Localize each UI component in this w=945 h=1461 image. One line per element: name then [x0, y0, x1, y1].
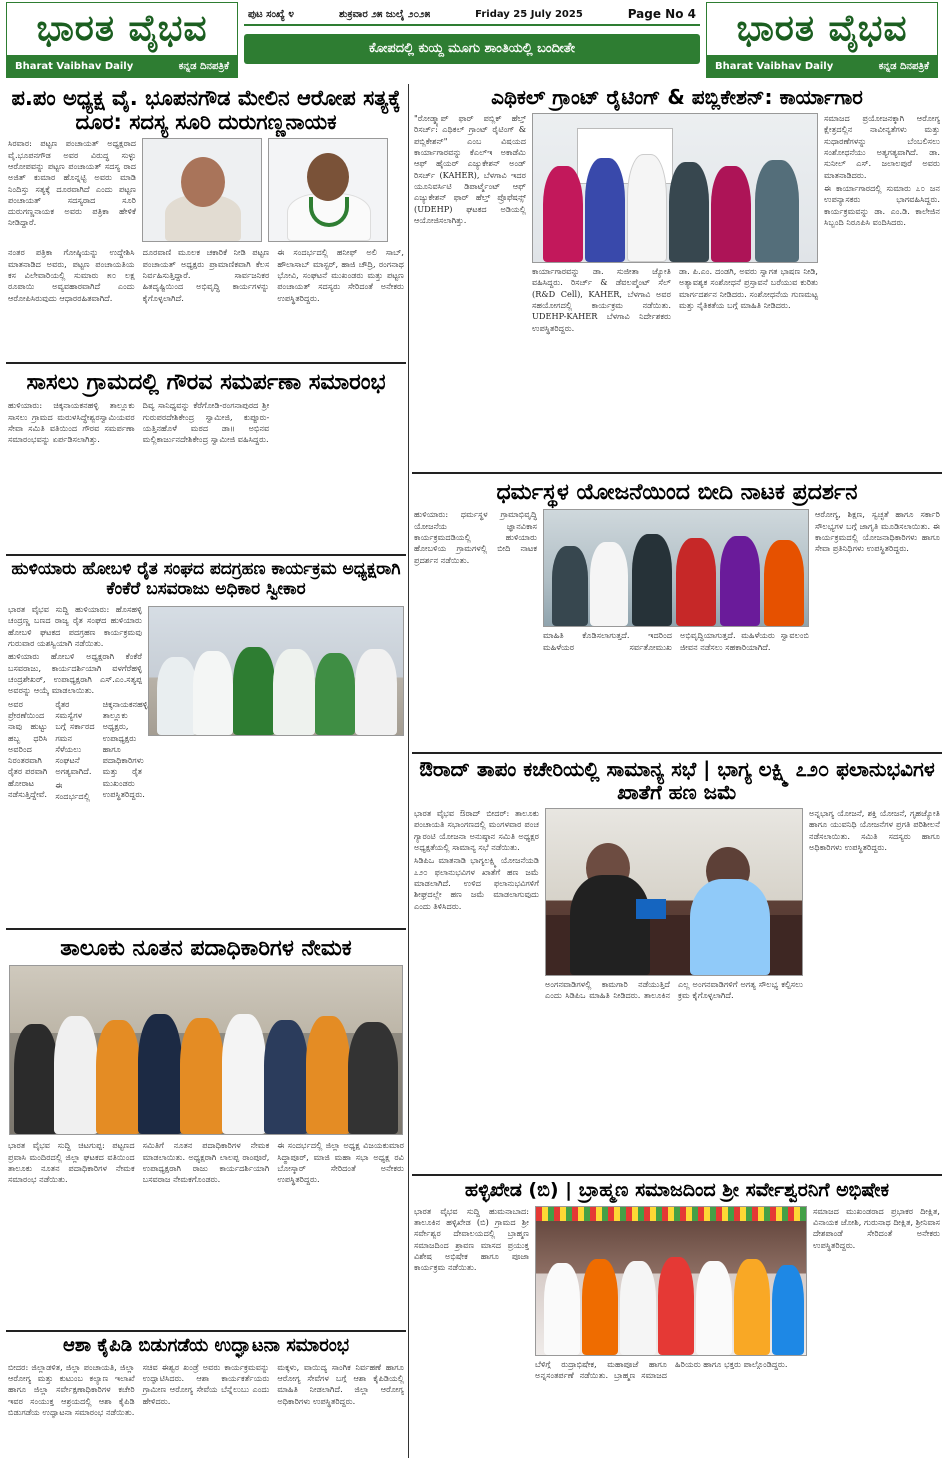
column-divider: [408, 84, 409, 1458]
article-headline: ಪ.ಪಂ ಅಧ್ಯಕ್ಷ ವೈ. ಭೂಪನಗೌಡ ಮೇಲಿನ ಆರೋಪ ಸತ್ಯಕ್ಕೆ ದೂರ: ಸದಸ್ಯ ಸೂರಿ ದುರುಗಣ್ಣನಾಯಕ: [11, 86, 401, 135]
paragraph: ನಂತರ ಪತ್ರಿಕಾ ಗೋಷ್ಠಿಯನ್ನು ಉದ್ದೇಶಿಸಿ ಮಾತನಾಡಿದ ಅವರು, ಪಟ್ಟಣ ಪಂಚಾಯತಿಯ ಕಸ ವಿಲೇವಾರಿಯಲ್ಲಿ ಸುಮಾರು ೫೦ ಲಕ್ಷ ರೂಪಾಯಿ ಅವ್ಯವಹಾರವಾಗಿದೆ ಎಂದು ಆರೋಪಿಸಿರುವುದು ಆಧಾರರಹಿತವಾಗಿದೆ.: [8, 247, 135, 303]
article-body: [6, 244, 406, 309]
article-abhisheka: [412, 1178, 942, 1458]
meeting-photo: [545, 808, 803, 976]
left-column: [6, 84, 406, 1458]
quote-banner: ಕೋಪದಲ್ಲಿ ಕುಯ್ದ ಮೂಗು ಶಾಂತಿಯಲ್ಲಿ ಬಂದೀತೇ: [244, 34, 700, 64]
paragraph: ಸಮಾಜದ ಪ್ರಯೋಜನಕ್ಕಾಗಿ ಆರೋಗ್ಯ ಕ್ಷೇತ್ರದಲ್ಲಿನ ನಾವೀನ್ಯತೆಗಳು ಮತ್ತು ಸುಧಾರಣೆಗಳನ್ನು ಬೆಂಬಲಿಸಲು ಸಂಶೋಧನೆಯು ಅತ್ಯಗತ್ಯವಾಗಿದೆ. ಡಾ. ಸುನೀಲ್ ಎಸ್. ಜಲಾಲಪುರೆ ಅವರು ಮಾತನಾಡಿದರು.: [824, 113, 940, 180]
article-headline: ಎಥಿಕಲ್ ಗ್ರಾಂಟ್ ರೈಟಿಂಗ್ & ಪಬ್ಲಿಕೇಶನ್: ಕಾರ್ಯಾಗಾರ: [491, 85, 863, 109]
brand-logo-left: [6, 2, 238, 78]
paragraph: ದೂರವಾಣಿ ಮೂಲಕ ಚಕಾರಿಕೆ ನೀಡಿ ಪಟ್ಟಣ ಪಂಚಾಯತ್ ಅಧ್ಯಕ್ಷರು ಪ್ರಾಮಾಣಿಕವಾಗಿ ಕೆಲಸ ನಿರ್ವಹಿಸುತ್ತಿದ್ದಾರೆ. ಸಾರ್ವಜನಿಕರ ಹಿತದೃಷ್ಟಿಯಿಂದ ಅಭಿವೃದ್ಧಿ ಕಾರ್ಯಗಳನ್ನು ಕೈಗೊಳ್ಳಲಾಗಿದೆ.: [142, 247, 270, 303]
paragraph: ಡಾ. ಪಿ.ಎಂ. ದಂಡಗಿ, ಅವರು ಸ್ವಾಗತ ಭಾಷಣ ನೀಡಿ, ಅತ್ಯಾವಶ್ಯಕ ಸಂಶೋಧನೆ ಪ್ರಸ್ತಾವನೆ ಬರೆಯುವ ಕುರಿತು ಮಾರ್ಗದರ್ಶನ ನೀಡಿದರು. ಸಂಶೋಧನೆಯ ಗುಣಮಟ್ಟ ಮತ್ತು ನೈತಿಕತೆಯ ಬಗ್ಗೆ ಮಾಹಿತಿ ನೀಡಿದರು.: [679, 266, 818, 310]
brand-subtitle: [707, 55, 937, 77]
article-body: [6, 1359, 406, 1422]
paragraph: ಮಾಹಿತಿ ಕೊಡಿಸಲಾಗುತ್ತದೆ. ಇದರಿಂದ ಮಹಿಳೆಯರ ಸರ್ವತೋಮುಖ ಅಭಿವೃದ್ಧಿಯಾಗುತ್ತದೆ. ಮಹಿಳೆಯರು ಸ್ವಾವಲಂಬಿ ಜೀವನ ನಡೆಸಲು ಸಹಕಾರಿಯಾಗಿದೆ.: [543, 630, 810, 652]
event-photo: [543, 509, 809, 627]
article-headline: ಆಶಾ ಕೈಪಿಡಿ ಬಿಡುಗಡೆಯ ಉದ್ಘಾಟನಾ ಸಮಾರಂಭ: [62, 1335, 350, 1356]
brand-sub-kn: ಕನ್ನಡ ದಿನಪತ್ರಿಕೆ: [178, 60, 229, 72]
brand-sub-kn: ಕನ್ನಡ ದಿನಪತ್ರಿಕೆ: [878, 60, 929, 72]
article-headline: ಔರಾದ್ ತಾಪಂ ಕಚೇರಿಯಲ್ಲಿ ಸಾಮಾನ್ಯ ಸಭೆ | ಭಾಗ್ಯ ಲಕ್ಷ್ಮಿ ೭೨೦ ಫಲಾನುಭವಿಗಳ ಖಾತೆಗೆ ಹಣ ಜಮೆ: [419, 757, 935, 804]
article-body: [543, 627, 809, 657]
paragraph: ಬೆಳಿಗ್ಗೆ ರುದ್ರಾಭಿಷೇಕ, ಮಹಾಪೂಜೆ ಹಾಗೂ ಅನ್ನಸಂತರ್ಪಣೆ ನಡೆಯಿತು. ಬ್ರಾಹ್ಮಣ ಸಮಾಜದ ಹಿರಿಯರು ಹಾಗೂ ಭಕ್ತರು ಪಾಲ್ಗೊಂಡಿದ್ದರು.: [535, 1358, 788, 1381]
date-kannada: ಶುಕ್ರವಾರ ೨೫ ಜುಲೈ ೨೦೨೫: [338, 8, 431, 20]
paragraph: ಸಮಿತಿಗೆ ನೂತನ ಪದಾಧಿಕಾರಿಗಳ ನೇಮಕ ಮಾಡಲಾಯಿತು. ಅಧ್ಯಕ್ಷರಾಗಿ ಲಾಲಪ್ಪ ರಾಂಪೂರೆ, ಉಪಾಧ್ಯಕ್ಷರಾಗಿ ರಾಜು ಕಾರ್ಯದರ್ಶಿಯಾಗಿ ಬಸವರಾಜ ನೇಮಕಗೊಂಡರು.: [142, 1140, 270, 1185]
temple-photo: [535, 1206, 807, 1356]
brand-sub-en: Bharat Vaibhav Daily: [15, 60, 134, 72]
masthead: [0, 0, 945, 82]
brand-logo-right: [706, 2, 938, 78]
article-allegation: [6, 84, 406, 364]
paragraph: ಸಿಡಿಪಿಒ ಮಾತನಾಡಿ ಭಾಗ್ಯಲಕ್ಷ್ಮಿ ಯೋಜನೆಯಡಿ ೭೨೦ ಫಲಾನುಭವಿಗಳ ಖಾತೆಗೆ ಹಣ ಜಮೆ ಮಾಡಲಾಗಿದೆ. ಉಳಿದ ಫಲಾನುಭವಿಗಳಿಗೆ ಶೀಘ್ರದಲ್ಲೇ ಹಣ ಜಮೆ ಮಾಡಲಾಗುವುದು ಎಂದು ತಿಳಿಸಿದರು.: [414, 855, 540, 911]
article-body: [6, 397, 406, 448]
paragraph: ಈ ಸಂದರ್ಭದಲ್ಲಿ ಜಿಲ್ಲಾ ಅಧ್ಯಕ್ಷ ವಿಜಯಕುಮಾರ ಸಿದ್ಧಾಪೂರ್, ಮಾಜಿ ಮಹಾ ಸಭಾ ಅಧ್ಯಕ್ಷ ರವಿ ಬೋಸ್ಕಾರ್ ಸೇರಿದಂತೆ ಅನೇಕರು ಉಪಸ್ಥಿತರಿದ್ದರು.: [277, 1140, 404, 1185]
header-center: [244, 4, 700, 78]
article-body: [8, 138, 136, 242]
paragraph: ಸಿರವಾರ: ಪಟ್ಟಣ ಪಂಚಾಯತ್ ಅಧ್ಯಕ್ಷರಾದ ವೈ.ಭೂಪನಗೌಡ ಅವರ ವಿರುದ್ಧ ಸುಳ್ಳು ಆರೋಪವನ್ನು ಪಟ್ಟಣ ಪಂಚಾಯತ್ ಸದಸ್ಯ ರಾದ ಅಜಿತ್ ಕುಮಾರ ಹೊನ್ನಟ್ಟಿ ಅವರು ಮಾಡಿ ನಿಂದಿಸ್ತು ಸತ್ಯಕ್ಕೆ ದೂರವಾಗಿದೆ ಎಂದು ಪಟ್ಟಣ ಪಂಚಾಯತ್ ಸದಸ್ಯರಾದ ಸೂರಿ ದುರುಗಣ್ಣನಾಯಕ ಅವರು ಪತ್ರಿಕಾ ಹೇಳಿಕೆ ನೀಡಿದ್ದಾರೆ.: [8, 138, 136, 228]
article-body: [824, 113, 940, 337]
article-body: [532, 263, 818, 337]
article-felicitation: [6, 366, 406, 556]
group-photo: [148, 606, 404, 736]
brand-title: ಭಾರತ ವೈಭವ: [707, 3, 937, 55]
paragraph: ಹುಳಿಯಾರು: ಚಿಕ್ಕನಾಯಕನಹಳ್ಳಿ ತಾಲ್ಲೂಕು ಸಾಸಲು ಗ್ರಾಮದ ಮರುಳಸಿದ್ಧೇಶ್ವರಸ್ವಾಮಿಯವರ ಸೇವಾ ಸಮಿತಿ ವತಿಯಿಂದ ಗೌರವ ಸಮರ್ಪಣಾ ಸಮಾರಂಭವನ್ನು ಏರ್ಪಡಿಸಲಾಗಿತ್ತು.: [8, 400, 135, 445]
brand-sub-en: Bharat Vaibhav Daily: [715, 60, 834, 72]
article-asha-manual: [6, 1334, 406, 1458]
article-farmers-union: [6, 558, 406, 930]
paragraph: ಅಂಗನವಾಡಿಗಳಲ್ಲಿ ಕಾಮಗಾರಿ ನಡೆಯುತ್ತಿದೆ ಎಂದು ಸಿಡಿಪಿಒ ಮಾಹಿತಿ ನೀಡಿದರು. ತಾಲೂಕಿನ ಎಲ್ಲ ಅಂಗನವಾಡಿಗಳಿಗೆ ಅಗತ್ಯ ಸೌಲಭ್ಯ ಕಲ್ಪಿಸಲು ಕ್ರಮ ಕೈಗೊಳ್ಳಲಾಗಿದೆ.: [545, 979, 804, 1001]
paragraph: ದಿವ್ಯ ಸಾನಿಧ್ಯವನ್ನು ಕೆರೆಗೋಡಿ-ರಂಗನಾಪುರದ ಶ್ರೀ ಗುರುಪರದೇಶಿಕೇಂದ್ರ ಸ್ವಾಮೀಜಿ, ಕುಪ್ಪೂರು-ಯತ್ತಿನಹೊಳೆ ಮಠದ ಡಾ॥ ಅಭಿನವ ಮಲ್ಲಿಕಾರ್ಜುನದೇಶಿಕೇಂದ್ರ ಸ್ವಾಮೀಜಿ ವಹಿಸಿದ್ದರು.: [142, 400, 270, 445]
article-workshop: [412, 84, 942, 474]
brand-subtitle: [7, 55, 237, 77]
article-street-play: [412, 476, 942, 754]
article-body: [813, 1206, 940, 1385]
paragraph: ಆರೋಗ್ಯ, ಶಿಕ್ಷಣ, ಸ್ವಚ್ಛತೆ ಹಾಗೂ ಸರ್ಕಾರಿ ಸೌಲಭ್ಯಗಳ ಬಗ್ಗೆ ಜಾಗೃತಿ ಮೂಡಿಸಲಾಯಿತು. ಈ ಕಾರ್ಯಕ್ರಮದಲ್ಲಿ ಯೋಜನಾಧಿಕಾರಿಗಳು ಹಾಗೂ ಸೇವಾ ಪ್ರತಿನಿಧಿಗಳು ಉಪಸ್ಥಿತರಿದ್ದರು.: [815, 509, 940, 554]
article-body: [6, 1137, 406, 1190]
article-headline: ಹುಳಿಯಾರು ಹೋಬಳಿ ರೈತ ಸಂಘದ ಪದಗ್ರಹಣ ಕಾರ್ಯಕ್ರಮ ಅಧ್ಯಕ್ಷರಾಗಿ ಕೆಂಕೆರೆ ಬಸವರಾಜು ಅಧಿಕಾರ ಸ್ವೀಕಾರ: [11, 559, 401, 599]
paragraph: ಹುಳಿಯಾರು ಹೋಬಳಿ ಅಧ್ಯಕ್ಷರಾಗಿ ಕೆಂಕೆರೆ ಬಸವರಾಜು, ಕಾರ್ಯದರ್ಶಿಯಾಗಿ ವಳಗೆರೆಹಳ್ಳಿ ಚಂದ್ರಶೇಖರ್, ಉಪಾಧ್ಯಕ್ಷರಾಗಿ ಎಸ್.ಎಂ.ಸತ್ಯಪ್ಪ ಅವರನ್ನು ಆಯ್ಕೆ ಮಾಡಲಾಯಿತು.: [8, 651, 142, 696]
article-general-meeting: [412, 756, 942, 1176]
paragraph: ಸಚಿವ ಈಶ್ವರ ಖಂಡ್ರೆ ಅವರು ಕಾರ್ಯಕ್ರಮವನ್ನು ಉದ್ಘಾಟಿಸಿದರು. ಆಶಾ ಕಾರ್ಯಕರ್ತೆಯರು ಗ್ರಾಮೀಣ ಆರೋಗ್ಯ ಸೇವೆಯ ಬೆನ್ನೆಲುಬು ಎಂದು ಹೇಳಿದರು.: [142, 1361, 270, 1406]
brand-title: ಭಾರತ ವೈಭವ: [7, 3, 237, 55]
article-appointments: [6, 932, 406, 1332]
portrait-photo: [142, 138, 262, 242]
paragraph: ಅನ್ನಭಾಗ್ಯ ಯೋಜನೆ, ಶಕ್ತಿ ಯೋಜನೆ, ಗೃಹಜ್ಯೋತಿ ಹಾಗೂ ಯುವನಿಧಿ ಯೋಜನೆಗಳ ಪ್ರಗತಿ ಪರಿಶೀಲನೆ ನಡೆಸಲಾಯಿತು. ಸಮಿತಿ ಸದಸ್ಯರು ಹಾಗೂ ಅಧಿಕಾರಿಗಳು ಉಪಸ್ಥಿತರಿದ್ದರು.: [809, 808, 940, 852]
article-body: [414, 1206, 529, 1385]
article-body: [414, 808, 539, 1006]
paragraph: ಮಕ್ಕಳು, ವಾಯಿದ್ಯ ಸಾಂಗಿಕ ನಿರ್ವಹಣೆ ಹಾಗೂ ಆರೋಗ್ಯ ಸೇವೆಗಳ ಬಗ್ಗೆ ಆಶಾ ಕೈಪಿಡಿಯಲ್ಲಿ ಮಾಹಿತಿ ನೀಡಲಾಗಿದೆ. ಜಿಲ್ಲಾ ಆರೋಗ್ಯ ಅಧಿಕಾರಿಗಳು ಉಪಸ್ಥಿತರಿದ್ದರು.: [277, 1361, 404, 1406]
paragraph: ಈ ಸಂದರ್ಭದಲ್ಲಿ ಚಿಕ್ಕನಾಯಕನಹಳ್ಳಿ ತಾಲ್ಲೂಕು ಅಧ್ಯಕ್ಷರು, ಉಪಾಧ್ಯಕ್ಷರು ಹಾಗೂ ಪದಾಧಿಕಾರಿಗಳು ಮತ್ತು ರೈತ ಮುಖಂಡರು ಉಪಸ್ಥಿತರಿದ್ದರು.: [55, 698, 148, 802]
right-column: [412, 84, 942, 1458]
article-body: [414, 113, 526, 337]
article-body: [535, 1356, 807, 1385]
article-headline: ಹಳ್ಳಿಖೇಡ (ಬಿ) | ಬ್ರಾಹ್ಮಣ ಸಮಾಜದಿಂದ ಶ್ರೀ ಸರ್ವೇಶ್ವರನಿಗೆ ಅಭಿಷೇಕ: [464, 1179, 890, 1201]
paragraph: "ರೋಡ್ಮ್ಯಾಪ್ ಫಾರ್ ಪಬ್ಲಿಕ್ ಹೆಲ್ತ್ ರಿಸರ್ಚ್: ಎಥಿಕಲ್ ಗ್ರಾಂಟ್ ರೈಟಿಂಗ್ & ಪಬ್ಲಿಕೇಶನ್" ಎಂಬ ವಿಷಯದ ಕಾರ್ಯಾಗಾರವನ್ನು ಕೆಎಲ್ಇ ಅಕಾಡೆಮಿ ಆಫ್ ಹೈಯರ್ ಎಜ್ಯುಕೇಶನ್ ಅಂಡ್ ರಿಸರ್ಚ್ (KAHER), ಬೆಳಗಾವಿ ಇದರ ಯೂನಿವರ್ಸಿಟಿ ಡಿಪಾರ್ಟ್ಮೆಂಟ್ ಆಫ್ ಎಜ್ಯುಕೇಶನ್ ಫಾರ್ ಹೆಲ್ತ್ ಪ್ರೊಫೆಷನ್ಸ್ (UDEHP) ಘಟಕದ ಅಡಿಯಲ್ಲಿ ಆಯೋಜಿಸಲಾಗಿತ್ತು.: [414, 113, 526, 225]
article-body: [414, 509, 537, 657]
paragraph: ಸಮಾಜದ ಮುಖಂಡರಾದ ಪ್ರಭಾಕರ ದೀಕ್ಷಿತ, ವಿನಾಯಕ ಜೋಶಿ, ಗುರುನಾಥ ದೀಕ್ಷಿತ, ಶ್ರೀನಿವಾಸ ದೇಶಪಾಂಡೆ ಸೇರಿದಂತೆ ಅನೇಕರು ಉಪಸ್ಥಿತರಿದ್ದರು.: [813, 1205, 940, 1250]
paragraph: ಈ ಕಾರ್ಯಾಗಾರದಲ್ಲಿ ಸುಮಾರು ೭೦ ಜನ ಉಪನ್ಯಾಸಕರು ಭಾಗವಹಿಸಿದ್ದರು. ಕಾರ್ಯಕ್ರಮವನ್ನು ಡಾ. ಎಂ.ಡಿ. ಕಾಲೇಜಿನ ಸಿಬ್ಬಂದಿ ನಿರೂಪಿಸಿ ವಂದಿಸಿದರು.: [824, 182, 940, 227]
article-headline: ಸಾಸಲು ಗ್ರಾಮದಲ್ಲಿ ಗೌರವ ಸಮರ್ಪಣಾ ಸಮಾರಂಭ: [26, 370, 386, 395]
article-headline: ತಾಲೂಕು ನೂತನ ಪದಾಧಿಕಾರಿಗಳ ನೇಮಕ: [60, 936, 352, 961]
paragraph: ಭಾರತ ವೈಭವ ಔರಾದ್ ಬೀದರ್: ತಾಲೂಕು ಪಂಚಾಯತಿ ಸಭಾಂಗಣದಲ್ಲಿ ಮಂಗಳವಾರ ಪಂಚ ಗ್ಯಾರಂಟಿ ಯೋಜನಾ ಅನುಷ್ಠಾನ ಸಮಿತಿ ಅಧ್ಯಕ್ಷರ ಅಧ್ಯಕ್ಷತೆಯಲ್ಲಿ ಸಾಮಾನ್ಯ ಸಭೆ ನಡೆಯಿತು.: [414, 808, 540, 852]
paragraph: ಕಾರ್ಯಾಗಾರವನ್ನು ಡಾ. ಸುಜೀತಾ ಜ್ಯೋತಿ ವಹಿಸಿದ್ದರು. ರಿಸರ್ಚ್ & ಡೆವಲಪ್ಮೆಂಟ್ ಸೆಲ್ (R&D Cell), KAHER, ಬೆಳಗಾವಿ ಅವರ ಸಹಯೋಗದಲ್ಲಿ ಕಾರ್ಯಕ್ರಮ ನಡೆಯಿತು. UDEHP-KAHER ಬೆಳಗಾವಿ ನಿರ್ದೇಶಕರು ಉಪಸ್ಥಿತರಿದ್ದರು.: [532, 266, 671, 333]
event-photo: [532, 113, 818, 263]
paragraph: ಈ ಸಂದರ್ಭದಲ್ಲಿ ಹನೀಫ್ ಅಲಿ ಸಾಬ್, ಹೌಲಾಸಾಬ್ ಮಾಸ್ಟರ್, ಹಾಜಿ ಚೌದ್ರಿ, ರಂಗನಾಥ ಭೋವಿ, ಸಂಘಟನೆ ಮುಖಂಡರು ಮತ್ತು ಪಟ್ಟಣ ಪಂಚಾಯತ್ ಸದಸ್ಯರು ಸೇರಿದಂತೆ ಅನೇಕರು ಉಪಸ್ಥಿತರಿದ್ದರು.: [277, 247, 404, 303]
paragraph: ಅವರ ಪ್ರೇರಣೆಯಿಂದ ನಾವು ಹುಟ್ಟು ಹಬ್ಬ ಧರಿಸಿ ಅವರಿಂದ ನಿರಂತರವಾಗಿ ರೈತರ ಪರವಾಗಿ ಹೋರಾಟ ನಡೆಸುತ್ತಿದ್ದೇವೆ. ರೈತರ ಸಮಸ್ಯೆಗಳ ಬಗ್ಗೆ ಸರ್ಕಾರದ ಗಮನ ಸೆಳೆಯಲು ಸಂಘಟನೆ ಅಗತ್ಯವಾಗಿದೆ.: [8, 698, 95, 800]
article-body: [815, 509, 940, 657]
paragraph: ಭಾರತ ವೈಭವ ಸುದ್ದಿ ಹುಮನಾಬಾದ: ತಾಲೂಕಿನ ಹಳ್ಳಿಖೇಡ (ಬಿ) ಗ್ರಾಮದ ಶ್ರೀ ಸರ್ವೇಶ್ವರ ದೇವಾಲಯದಲ್ಲಿ ಬ್ರಾಹ್ಮಣ ಸಮಾಜದಿಂದ ಶ್ರಾವಣ ಮಾಸದ ಪ್ರಯುಕ್ತ ವಿಶೇಷ ಅಭಿಷೇಕ ಹಾಗೂ ಪೂಜಾ ಕಾರ್ಯಕ್ರಮ ನಡೆಯಿತು.: [414, 1205, 530, 1273]
article-body: [6, 601, 406, 805]
article-body: [545, 976, 803, 1006]
page-number: Page No 4: [627, 7, 696, 21]
dateline: [244, 4, 700, 26]
issue-number: ಪುಟ ಸಂಖ್ಯೆ ೪: [248, 8, 295, 20]
paragraph: ಭಾರತ ವೈಭವ ಸುದ್ದಿ ಚಿಟಗುಪ್ಪ: ಪಟ್ಟಣದ ಪ್ರವಾಸಿ ಮಂದಿರದಲ್ಲಿ ಜಿಲ್ಲಾ ಘಟಕದ ವತಿಯಿಂದ ತಾಲೂಕು ನೂತನ ಪದಾಧಿಕಾರಿಗಳ ನೇಮಕ ಸಮಾರಂಭ ನಡೆಯಿತು.: [8, 1140, 135, 1185]
paragraph: ಬೀದರ: ಜಿಲ್ಲಾಡಳಿತ, ಜಿಲ್ಲಾ ಪಂಚಾಯತಿ, ಜಿಲ್ಲಾ ಆರೋಗ್ಯ ಮತ್ತು ಕುಟುಂಬ ಕಲ್ಯಾಣ ಇಲಾಖೆ ಹಾಗೂ ಜಿಲ್ಲಾ ಸರ್ವೇಕ್ಷಣಾಧಿಕಾರಿಗಳ ಕಚೇರಿ ಇವರ ಸಂಯುಕ್ತ ಆಶ್ರಯದಲ್ಲಿ ಆಶಾ ಕೈಪಿಡಿ ಬಿಡುಗಡೆಯ ಉದ್ಘಾಟನಾ ಸಮಾರಂಭ ನಡೆಯಿತು.: [8, 1361, 135, 1417]
paragraph: ಭಾರತ ವೈಭವ ಸುದ್ದಿ ಹುಳಿಯಾರು: ಹೊಸಹಳ್ಳಿ ಚಂದ್ರಣ್ಣ ಬಣದ ರಾಜ್ಯ ರೈತ ಸಂಘದ ಹುಳಿಯಾರು ಹೋಬಳಿ ಘಟಕದ ಪದಗ್ರಹಣ ಕಾರ್ಯಕ್ರಮವು ಗುರುವಾರ ಯಶಸ್ವಿಯಾಗಿ ನಡೆಯಿತು.: [8, 604, 142, 649]
article-body: [809, 808, 940, 1006]
portrait-photo: [268, 138, 388, 242]
date-english: Friday 25 July 2025: [475, 8, 583, 20]
group-photo: [9, 965, 403, 1135]
paragraph: ಹುಳಿಯಾರು: ಧರ್ಮಸ್ಥಳ ಗ್ರಾಮಾಭಿವೃದ್ಧಿ ಯೋಜನೆಯ ಜ್ಞಾನವಿಕಾಸ ಕಾರ್ಯಕ್ರಮದಡಿಯಲ್ಲಿ ಹುಳಿಯಾರು ಹೋಬಳಿಯ ಗ್ರಾಮಗಳಲ್ಲಿ ಬೀದಿ ನಾಟಕ ಪ್ರದರ್ಶನ ನಡೆಯಿತು.: [414, 509, 538, 565]
article-headline: ಧರ್ಮಸ್ಥಳ ಯೋಜನೆಯಿಂದ ಬೀದಿ ನಾಟಕ ಪ್ರದರ್ಶನ: [496, 480, 858, 505]
